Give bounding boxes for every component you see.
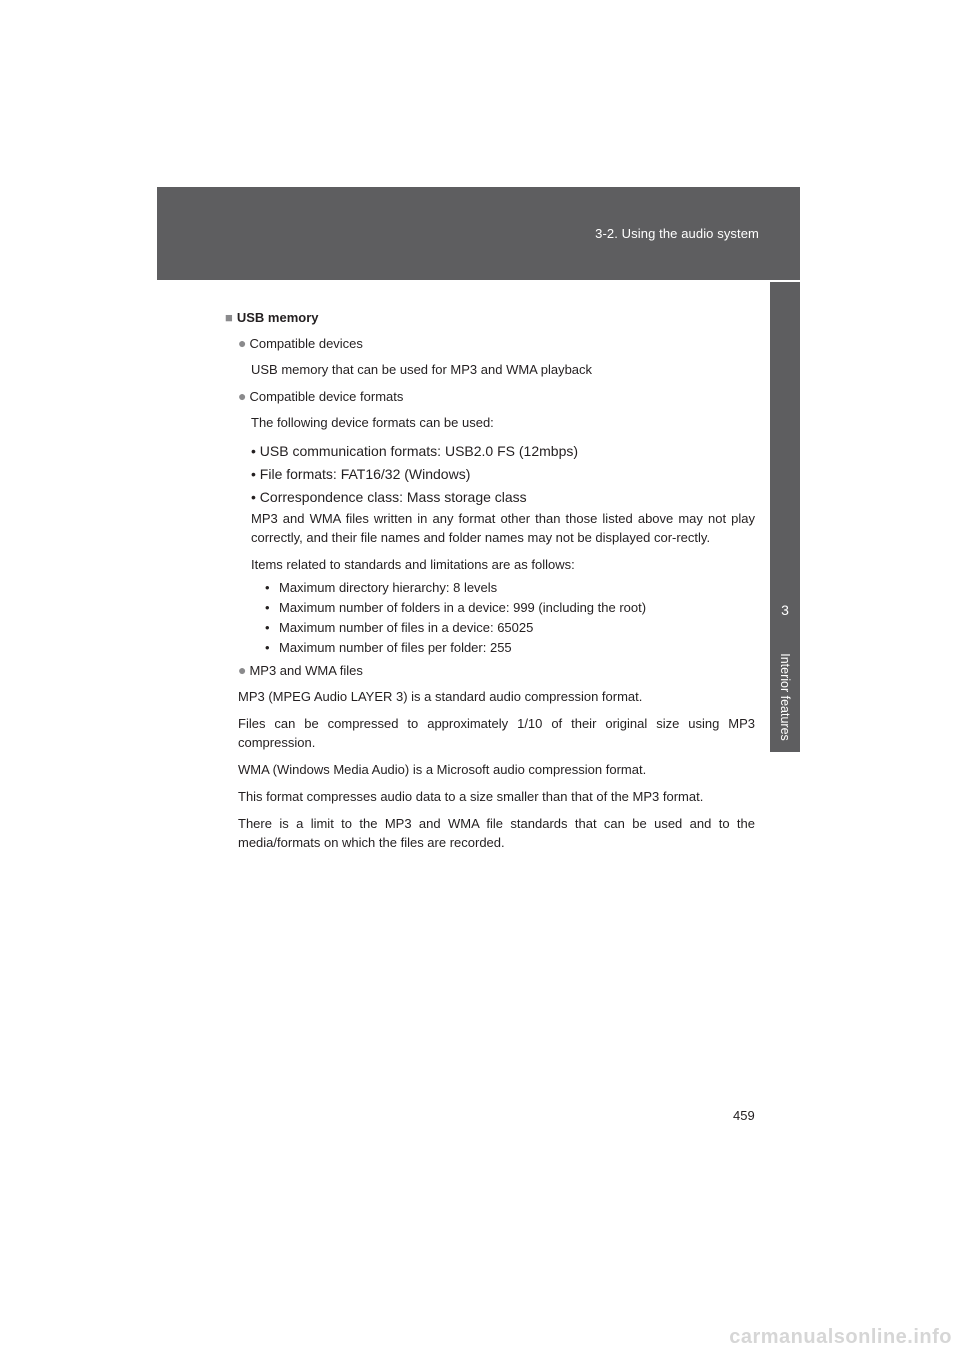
mp3-paragraph: There is a limit to the MP3 and WMA file standards that can be used and to the media/formats on which the files are recorded. (238, 816, 755, 850)
formats-intro: The following device formats can be used: (251, 415, 494, 430)
square-bullet-icon: ■ (225, 310, 233, 325)
usb-memory-heading (225, 308, 755, 327)
limit-item: • Maximum directory hierarchy: 8 levels (265, 580, 498, 595)
header-band (157, 187, 800, 280)
heading-text: USB memory (236, 310, 319, 325)
mp3-paragraph: This format compresses audio data to a size smaller than that of the MP3 format. (238, 789, 704, 804)
chapter-side-tab (770, 282, 800, 752)
compatible-devices-text: USB memory that can be used for MP3 and WMA playback (251, 362, 593, 377)
page-content (225, 308, 755, 860)
format-item: • USB communication formats: USB2.0 FS (12mbps) (251, 443, 579, 459)
watermark: carmanualsonline.info (729, 1326, 952, 1348)
limits-intro: Items related to standards and limitations are as follows: (251, 557, 575, 572)
mp3-paragraph: WMA (Windows Media Audio) is a Microsoft audio compression format. (238, 762, 647, 777)
format-item: • File formats: FAT16/32 (Windows) (251, 466, 471, 482)
mp3-wma-label: ● MP3 and WMA files (238, 662, 363, 678)
compatible-formats-label: ● Compatible device formats (238, 388, 404, 404)
circle-bullet-icon: ● (238, 388, 247, 404)
chapter-title: Interior features (778, 653, 792, 741)
chapter-number: 3 (781, 602, 789, 618)
limit-item: • Maximum number of files per folder: 255 (265, 640, 512, 655)
mp3-paragraph: Files can be compressed to approximately 1/10 of their original size using MP3 compression. (238, 716, 755, 750)
format-item: • Correspondence class: Mass storage class (251, 489, 527, 505)
limit-item: • Maximum number of folders in a device: 999 (including the root) (265, 600, 647, 615)
circle-bullet-icon: ● (238, 335, 247, 351)
section-title: 3-2. Using the audio system (595, 226, 759, 241)
formats-note: MP3 and WMA files written in any format other than those listed above may not play correctly, and their file names and folder names may not be displayed cor-rectly. (251, 511, 755, 545)
compatible-devices-label: ● Compatible devices (238, 335, 363, 351)
limit-item: • Maximum number of files in a device: 65025 (265, 620, 534, 635)
circle-bullet-icon: ● (238, 662, 247, 678)
page-number: 459 (733, 1108, 755, 1123)
mp3-paragraph: MP3 (MPEG Audio LAYER 3) is a standard audio compression format. (238, 689, 643, 704)
